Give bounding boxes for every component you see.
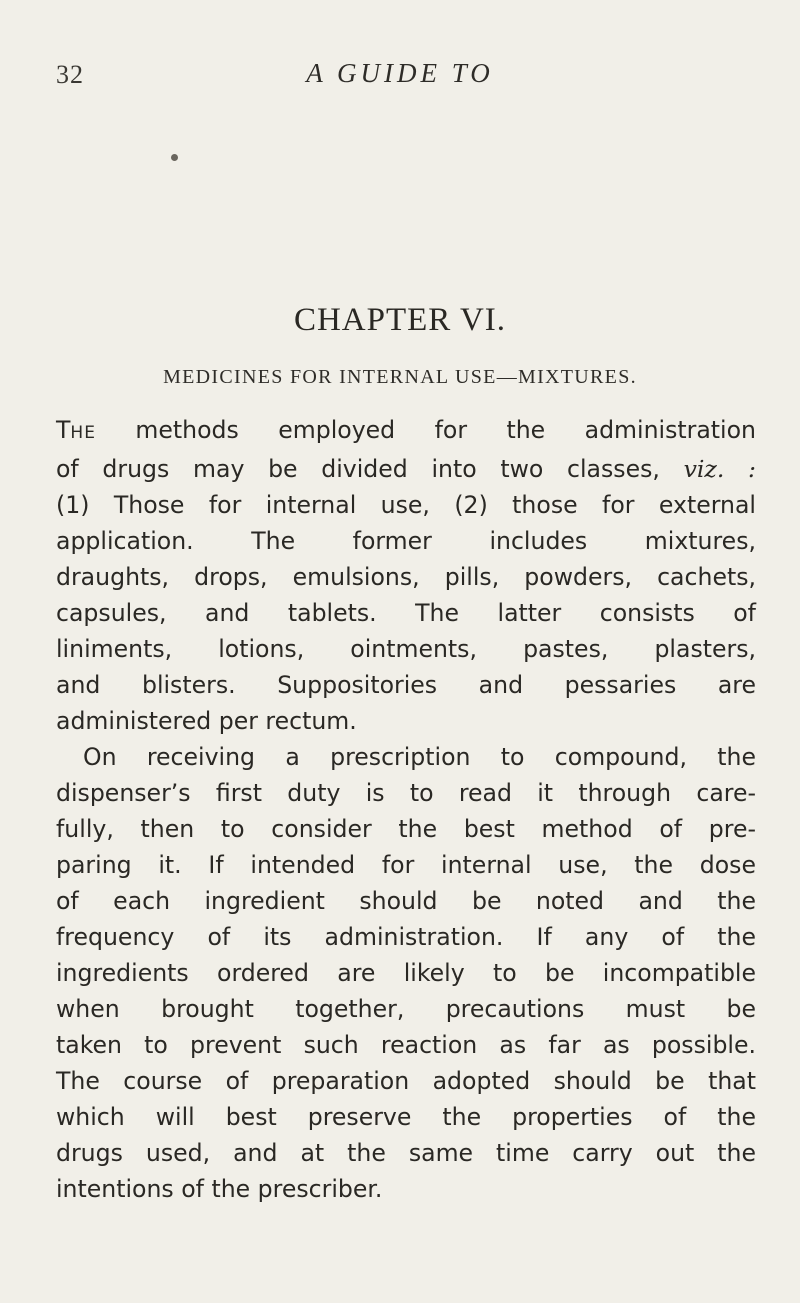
text-line: and blisters. Suppositories and pessaries are: [56, 671, 756, 699]
chapter-heading: CHAPTER VI.: [293, 302, 507, 338]
text-line: draughts, drops, emulsions, pills, powders, cachets,: [56, 563, 756, 591]
text-line: of drugs may be divided into two classes, viz. :: [56, 455, 756, 483]
text-line: application. The former includes mixtures,: [56, 527, 756, 555]
text-line: THE methods employed for the administration: [56, 416, 756, 444]
text-line: administered per rectum.: [56, 707, 357, 735]
text-line: intentions of the prescriber.: [56, 1175, 383, 1203]
text-line: liniments, lotions, ointments, pastes, plasters,: [56, 635, 756, 663]
page-number: 32: [56, 60, 84, 89]
running-title: A GUIDE TO: [306, 58, 494, 88]
text-line: when brought together, precautions must be: [56, 995, 756, 1023]
drop-initial: T: [56, 416, 71, 444]
text-line: fully, then to consider the best method of pre-: [56, 815, 756, 843]
body-text: [56, 412, 756, 1207]
ink-blemish: [171, 154, 178, 161]
text-line: drugs used, and at the same time carry out the: [56, 1139, 756, 1167]
text-line: The course of preparation adopted should be that: [56, 1067, 756, 1095]
italic-viz: viz. :: [683, 455, 756, 483]
text-line: taken to prevent such reaction as far as possible.: [56, 1031, 756, 1059]
text-line: (1) Those for internal use, (2) those for external: [56, 491, 756, 519]
text-line: which will best preserve the properties of the: [56, 1103, 756, 1131]
text-line: of each ingredient should be noted and the: [56, 887, 756, 915]
text-line: On receiving a prescription to compound, the: [83, 743, 756, 771]
smallcaps-word: HE: [70, 423, 96, 443]
text-line: dispenser’s first duty is to read it through care-: [56, 779, 756, 807]
text-line: capsules, and tablets. The latter consists of: [56, 599, 756, 627]
section-heading: MEDICINES FOR INTERNAL USE—MIXTURES.: [163, 366, 637, 388]
text-line: ingredients ordered are likely to be incompatible: [56, 959, 756, 987]
text-line: frequency of its administration. If any of the: [56, 923, 756, 951]
text-line: paring it. If intended for internal use, the dose: [56, 851, 756, 879]
